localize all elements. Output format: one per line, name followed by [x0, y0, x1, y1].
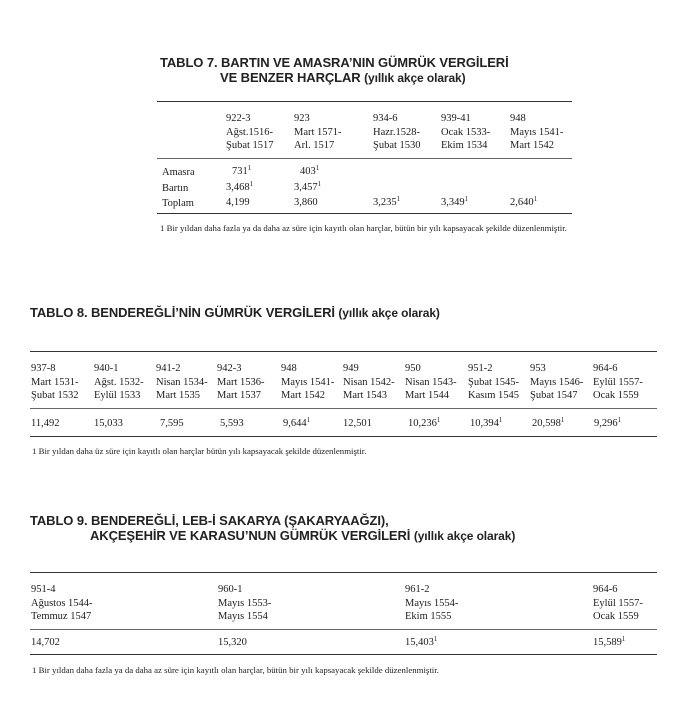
table-8-cell: 5,593	[220, 418, 244, 429]
footnote-marker: 1	[32, 446, 37, 456]
table-8-footnote	[32, 445, 652, 457]
col-header-line: 939-41	[441, 113, 471, 124]
table-8-col-header: 950 Nisan 1543- Mart 1544	[405, 363, 457, 401]
table-7-title-suffix: (yıllık akçe olarak)	[364, 71, 466, 85]
table-9-title-line1: TABLO 9. BENDEREĞLİ, LEB-İ SAKARYA (ŞAKARYAAĞZI),	[30, 513, 389, 528]
table-7-cell: 4,199	[226, 197, 250, 208]
table-9-cell: 15,589$^1$	[593, 635, 626, 648]
table-8-cell: 10,236$^1$	[408, 416, 441, 429]
table-8-cell: 15,033	[94, 418, 123, 429]
row-label-bartin: Bartın	[162, 183, 189, 194]
table-8-col-header: 940-1 Ağst. 1532- Eylül 1533	[94, 363, 144, 401]
table-8-cell: 7,595	[160, 418, 184, 429]
col-header-line: Şubat 1530	[373, 140, 421, 151]
table-8-title	[30, 305, 440, 320]
table-8-cell: 9,296$^1$	[594, 416, 622, 429]
table-8-title-suffix: (yıllık akçe olarak)	[338, 306, 440, 320]
table-7-col-header	[294, 112, 342, 153]
table-9-col-header: 961-2 Mayıs 1554- Ekim 1555	[405, 584, 459, 622]
table-9-title-main: AKÇEŞEHİR VE KARASU’NUN GÜMRÜK VERGİLERİ	[90, 528, 411, 543]
footnote-text: Bir yıldan daha fazla ya da daha az süre için kayıtlı olan harçlar, bütün bir yılı kapsayacak şekilde düzenlenmiştir.	[38, 665, 439, 675]
table-7-cell: 3,349$^1$	[441, 195, 469, 208]
table-8-col-header: 937-8 Mart 1531- Şubat 1532	[31, 363, 79, 401]
table-9-cell: 14,702	[31, 637, 60, 648]
table-8-cell: 20,598$^1$	[532, 416, 565, 429]
table-7-cell: $403^1$	[300, 164, 320, 177]
table-7-title-line1: TABLO 7. BARTIN VE AMASRA’NIN GÜMRÜK VERGİLERİ	[160, 55, 509, 70]
table-7-top-rule	[157, 101, 572, 102]
footnote-text: Bir yıldan daha fazla ya da daha az süre için kayıtlı olan harçlar, bütün bir yılı kapsayacak şekilde düzenlenmiştir.	[166, 223, 567, 233]
table-7-title-main: VE BENZER HARÇLAR	[220, 70, 361, 85]
table-8-cell: 11,492	[31, 418, 60, 429]
table-7-title-line2	[220, 70, 466, 85]
table-7-cell: 3,457$^1$	[294, 180, 322, 193]
table-7-cell: $731^1$	[232, 164, 252, 177]
table-7-col-header	[373, 112, 421, 153]
table-8-col-header: 951-2 Şubat 1545- Kasım 1545	[468, 363, 520, 401]
table-9-col-header: 964-6 Eylül 1557- Ocak 1559	[593, 584, 643, 622]
col-header-line: Arl. 1517	[294, 140, 335, 151]
table-7-bottom-rule	[157, 213, 572, 214]
table-7-header-rule	[157, 158, 572, 159]
table-8-top-rule	[30, 351, 657, 352]
table-8-col-header: 948 Mayıs 1541- Mart 1542	[281, 363, 335, 401]
table-9-title-suffix: (yıllık akçe olarak)	[413, 529, 516, 543]
table-7-cell: 2,640$^1$	[510, 195, 538, 208]
table-9-header-rule	[30, 629, 657, 630]
table-9-footnote	[32, 664, 652, 676]
table-9-top-rule	[30, 572, 657, 573]
table-8-cell: 9,644$^1$	[283, 416, 311, 429]
table-7-cell: 3,468$^1$	[226, 180, 254, 193]
table-7-col-header	[226, 112, 274, 153]
table-8-header-rule	[30, 408, 657, 409]
row-label-toplam: Toplam	[162, 198, 194, 209]
table-7-footnote	[160, 222, 580, 234]
table-8-col-header: 953 Mayıs 1546- Şubat 1547	[530, 363, 584, 401]
footnote-text: Bir yıldan daha üz süre için kayıtlı olan harçlar bütün yılı kapsayacak şekilde düzenlenmiştir.	[38, 446, 367, 456]
table-7-col-header	[510, 112, 563, 153]
col-header-line: 923	[294, 113, 310, 124]
footnote-marker: 1	[32, 665, 37, 675]
table-7-cell: 3,235$^1$	[373, 195, 401, 208]
table-8-col-header: 964-6 Eylül 1557- Ocak 1559	[593, 363, 643, 401]
col-header-line: Ağst.1516-	[226, 126, 273, 138]
footnote-marker: 1	[160, 223, 165, 233]
col-header-line: Ekim 1534	[441, 140, 488, 151]
table-7-col-header	[441, 112, 490, 153]
col-header-line: 934-6	[373, 113, 398, 124]
table-9-cell: 15,320	[218, 637, 247, 648]
table-9-col-header: 960-1 Mayıs 1553- Mayıs 1554	[218, 584, 272, 622]
table-9-cell: 15,403$^1$	[405, 635, 438, 648]
table-8-col-header: 949 Nisan 1542- Mart 1543	[343, 363, 395, 401]
table-8-col-header: 942-3 Mart 1536- Mart 1537	[217, 363, 265, 401]
table-8-bottom-rule	[30, 436, 657, 437]
table-8-col-header: 941-2 Nisan 1534- Mart 1535	[156, 363, 208, 401]
col-header-line: Şubat 1517	[226, 140, 274, 151]
table-9-col-header: 951-4 Ağustos 1544- Temmuz 1547	[31, 584, 93, 622]
table-9-title-line2	[90, 528, 515, 543]
col-header-line: 948	[510, 113, 526, 124]
table-9-bottom-rule	[30, 654, 657, 655]
row-label-amasra: Amasra	[162, 167, 195, 178]
table-7-cell: 3,860	[294, 197, 318, 208]
table-8-cell: 12,501	[343, 418, 372, 429]
col-header-line: Mart 1571-	[294, 126, 342, 138]
col-header-line: 922-3	[226, 113, 251, 124]
table-8-cell: 10,394$^1$	[470, 416, 503, 429]
col-header-line: Ocak 1533-	[441, 126, 491, 138]
col-header-line: Mart 1542	[510, 140, 555, 151]
col-header-line: Mayıs 1541-	[510, 126, 564, 138]
col-header-line: Hazr.1528-	[373, 126, 420, 138]
table-8-title-main: TABLO 8. BENDEREĞLİ’NİN GÜMRÜK VERGİLERİ	[30, 305, 335, 320]
